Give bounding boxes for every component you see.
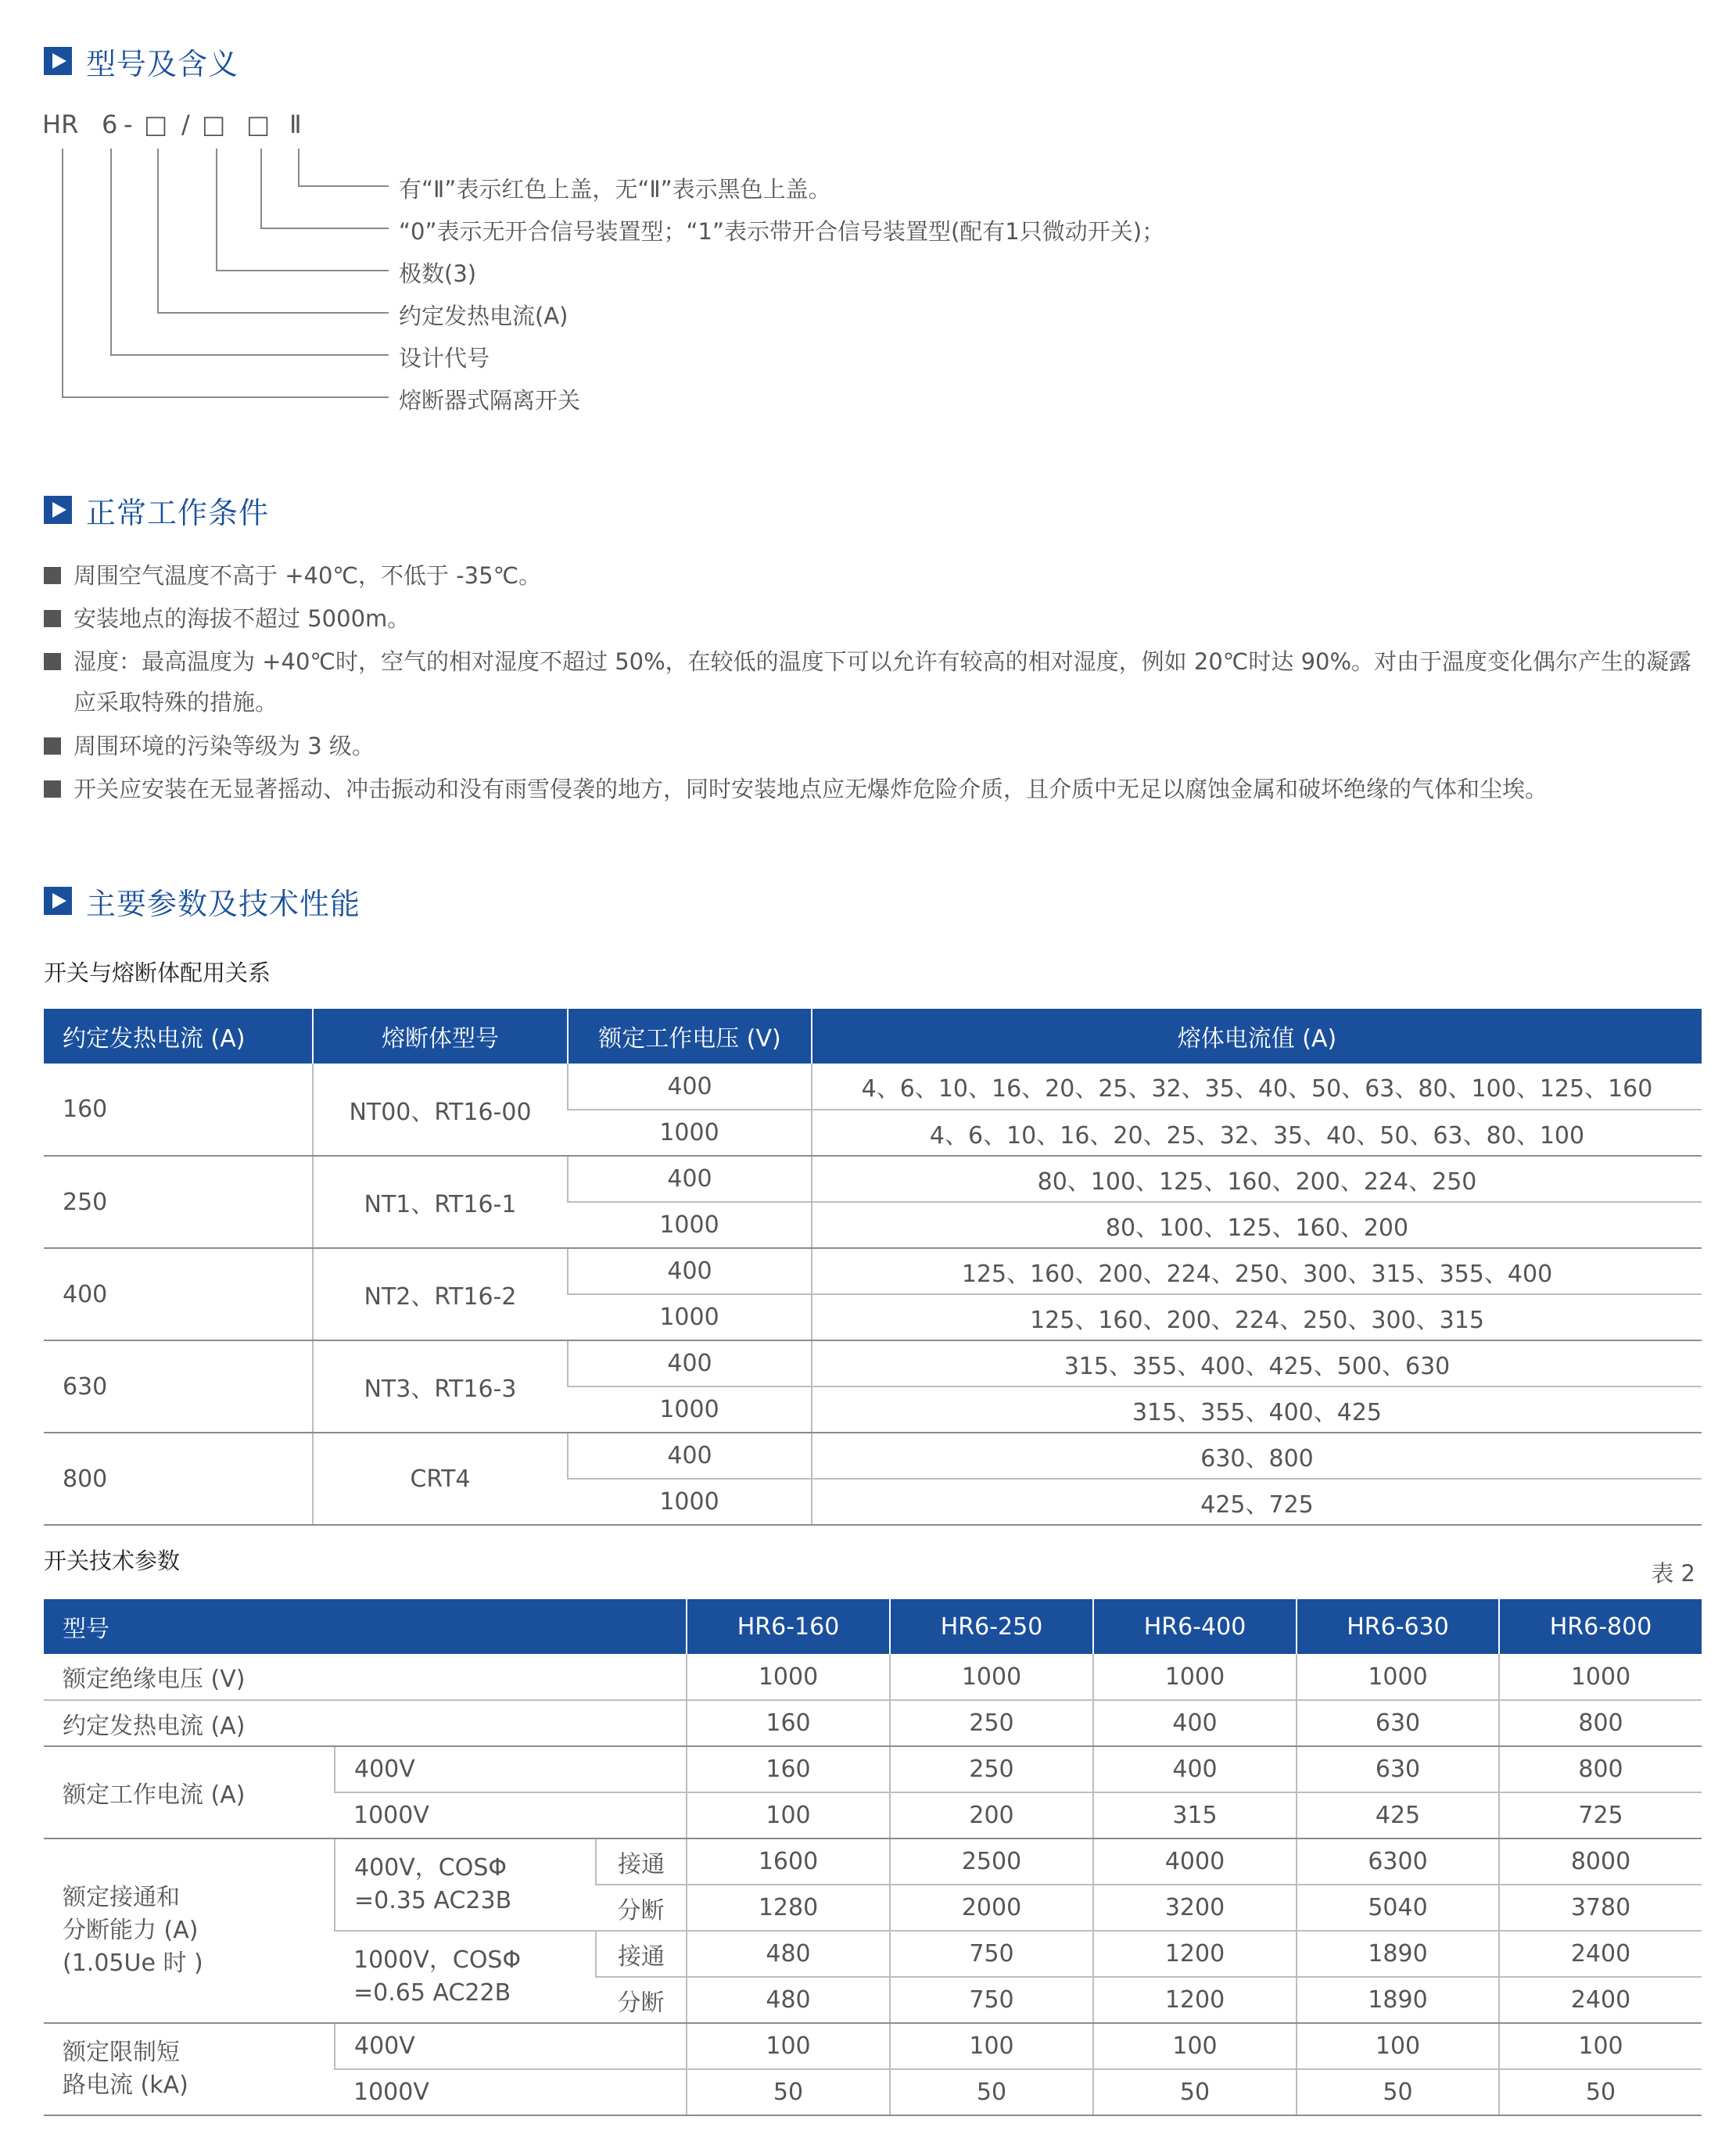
play-triangle-icon [44,47,72,75]
table-row-operating: 额定工作电流 (A) 400V 160 250 400 630 800 [44,1746,1702,1792]
table-row: 400 NT2、RT16-2 400 125、160、200、224、250、300、315、355、400 [44,1248,1702,1294]
table-row-breaking: 额定接通和 分断能力 (A) (1.05Ue 时 ) 400V，COSΦ =0.35 AC23B 接通 1600 2500 4000 6300 8000 [44,1838,1702,1885]
tech-params-table [44,1599,1702,2116]
code-part-current-box: □ [144,109,168,139]
header-model: 型号 [44,1599,687,1654]
table-row-insulation: 额定绝缘电压 (V) 1000 1000 1000 1000 1000 [44,1654,1702,1700]
square-bullet-icon [44,737,61,755]
header-model-250: HR6-250 [890,1599,1093,1654]
code-part-hr: HR [42,109,79,139]
header-model-800: HR6-800 [1499,1599,1702,1654]
table-row-thermal: 约定发热电流 (A) 160 250 400 630 800 [44,1700,1702,1746]
code-part-slash: / [181,109,190,139]
table-row-short-circuit: 1000V 50 50 50 50 50 [44,2069,1702,2115]
table-number: 表 2 [1651,1560,1695,1587]
section-conditions-heading [44,493,270,530]
header-voltage: 额定工作电压 (V) [568,1009,812,1064]
table-row: 800 CRT4 400 630、800 [44,1433,1702,1479]
condition-item: 周围环境的污染等级为 3 级。 [44,726,1702,766]
table-row: 1000 315、355、400、425 [44,1386,1702,1433]
header-model-630: HR6-630 [1297,1599,1499,1654]
square-bullet-icon [44,780,61,798]
model-code-leader-lines [41,109,1370,422]
code-part-dash: - [124,109,133,139]
table-row: 1000 4、6、10、16、20、25、32、35、40、50、63、80、100 [44,1110,1702,1156]
play-triangle-icon [44,496,72,524]
code-part-cover: Ⅱ [289,109,302,139]
header-model-400: HR6-400 [1093,1599,1297,1654]
square-bullet-icon [44,567,61,584]
condition-item: 安装地点的海拔不超过 5000m。 [44,598,1702,639]
header-model-160: HR6-160 [687,1599,890,1654]
condition-item: 湿度：最高温度为 +40℃时，空气的相对湿度不超过 50%，在较低的温度下可以允许有较高的相对湿度，例如 20℃时达 90%。对由于温度变化偶尔产生的凝露应采取特殊的措施。 [44,641,1702,723]
condition-item: 周围空气温度不高于 +40℃，不低于 -35℃。 [44,555,1702,596]
meaning-poles: 极数(3) [399,260,477,287]
section-params-heading [44,884,361,921]
code-part-signal-box: □ [246,109,271,139]
table-row: 1000 125、160、200、224、250、300、315 [44,1294,1702,1340]
table-row: 1000 80、100、125、160、200 [44,1202,1702,1248]
table-row-breaking: 分断 1280 2000 3200 5040 3780 [44,1885,1702,1931]
code-part-poles-box: □ [202,109,226,139]
code-part-design: 6 [102,109,118,139]
play-triangle-icon [44,887,72,915]
section-model-heading [44,44,239,81]
breaking-condition: 1000V，COSΦ =0.65 AC22B [335,1931,596,2023]
table-row: 160 NT00、RT16-00 400 4、6、10、16、20、25、32、35、40、50、63、80、100、125、160 [44,1064,1702,1110]
meaning-design-code: 设计代号 [399,345,490,371]
square-bullet-icon [44,610,61,627]
meaning-cover-color: 有“Ⅱ”表示红色上盖，无“Ⅱ”表示黑色上盖。 [399,176,831,203]
fuse-table-caption: 开关与熔断体配用关系 [44,960,271,986]
tech-table-caption: 开关技术参数 [44,1548,181,1574]
model-code-diagram [41,109,1370,422]
header-thermal-current: 约定发热电流 (A) [44,1009,313,1064]
short-circuit-label: 额定限制短 路电流 (kA) [44,2023,335,2115]
condition-item: 开关应安装在无显著摇动、冲击振动和没有雨雪侵袭的地方，同时安装地点应无爆炸危险介质，且介质中无足以腐蚀金属和破坏绝缘的气体和尘埃。 [44,769,1702,809]
header-fuse-model: 熔断体型号 [313,1009,568,1064]
meaning-signal-device: “0”表示无开合信号装置型；“1”表示带开合信号装置型(配有1只微动开关)； [399,218,1165,245]
table-row: 1000 425、725 [44,1479,1702,1525]
table-row-breaking: 1000V，COSΦ =0.65 AC22B 接通 480 750 1200 1890 2400 [44,1931,1702,1977]
table-row-short-circuit: 额定限制短 路电流 (kA) 400V 100 100 100 100 100 [44,2023,1702,2069]
meaning-thermal-current: 约定发热电流(A) [399,303,569,329]
table-row: 250 NT1、RT16-1 400 80、100、125、160、200、224、250 [44,1156,1702,1202]
table-row: 630 NT3、RT16-3 400 315、355、400、425、500、630 [44,1340,1702,1386]
table-row-operating: 1000V 100 200 315 425 725 [44,1792,1702,1838]
section-title: 主要参数及技术性能 [86,886,361,921]
fuse-table [44,1009,1702,1526]
section-title: 正常工作条件 [86,495,270,530]
square-bullet-icon [44,653,61,670]
table-row-breaking: 分断 480 750 1200 1890 2400 [44,1977,1702,2023]
breaking-condition: 400V，COSΦ =0.35 AC23B [335,1838,596,1931]
meaning-switch-type: 熔断器式隔离开关 [399,387,581,414]
header-fuse-current: 熔体电流值 (A) [812,1009,1702,1064]
breaking-capacity-label: 额定接通和 分断能力 (A) (1.05Ue 时 ) [44,1838,335,2023]
section-title: 型号及含义 [86,46,239,81]
